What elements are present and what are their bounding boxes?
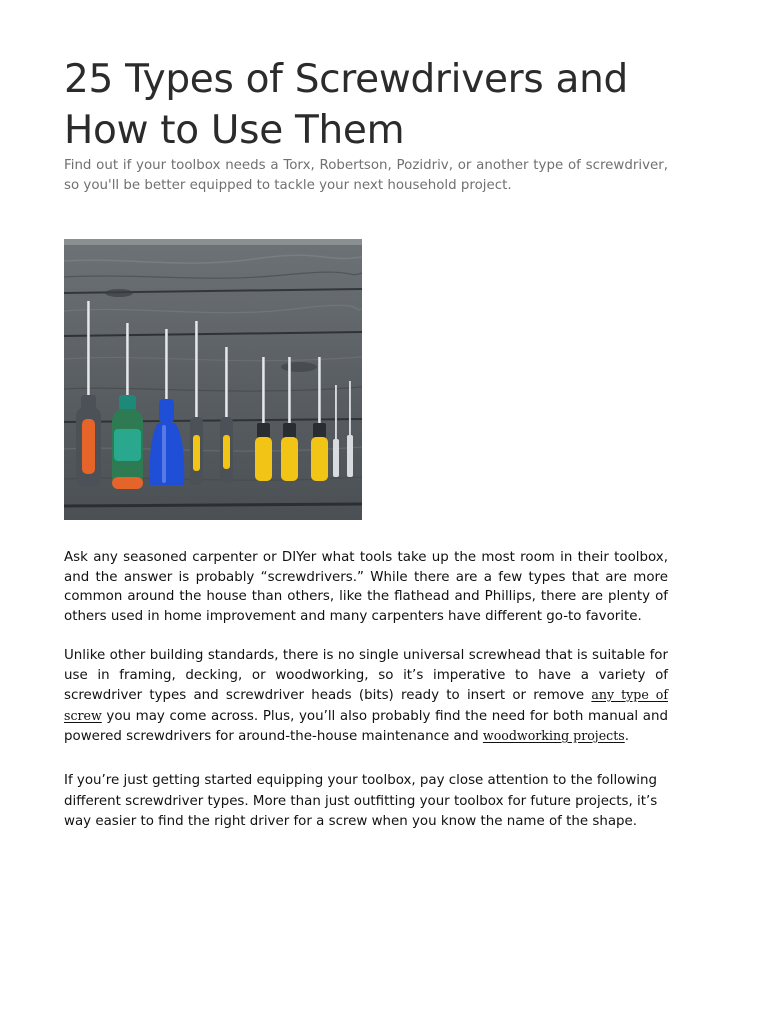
any-type-of-screw-link[interactable]: any type of screw [64, 687, 668, 723]
paragraph-text: you may come across. Plus, you’ll also probably find the need for both manual and powered screwdrivers for around-the-house maintenance and [64, 708, 668, 744]
paragraph-text: Unlike other building standards, there is no single universal screwhead that is suitable for use in framing, decking, or woodworking, so it’s imperative to have a variety of screwdriver types and screwdriver heads (bits) ready to insert or remove [64, 648, 668, 703]
intro-paragraph: Ask any seasoned carpenter or DIYer what tools take up the most room in their toolbox, and the answer is probably “screwdrivers.” While there are a few types that are more common around the house than others, like the flathead and Phillips, there are plenty of others used in home improvement and many carpenters have different go-to favorite. [64, 550, 668, 624]
screwdrivers-photo [64, 239, 362, 520]
page-title: 25 Types of Screwdrivers and How to Use Them [64, 57, 628, 153]
woodworking-projects-link[interactable]: woodworking projects [482, 728, 625, 743]
body-paragraph-screwheads [64, 646, 668, 747]
paragraph-text: . [624, 729, 630, 744]
article-subtitle: Find out if your toolbox needs a Torx, Robertson, Pozidriv, or another type of screwdriver, so you'll be better equipped to tackle your next household project. [64, 158, 668, 193]
getting-started-paragraph: If you’re just getting started equipping your toolbox, pay close attention to the following different screwdriver types. More than just outfitting your toolbox for future projects, it’s way easier to find the right driver for a screw when you know the name of the shape. [64, 773, 658, 829]
